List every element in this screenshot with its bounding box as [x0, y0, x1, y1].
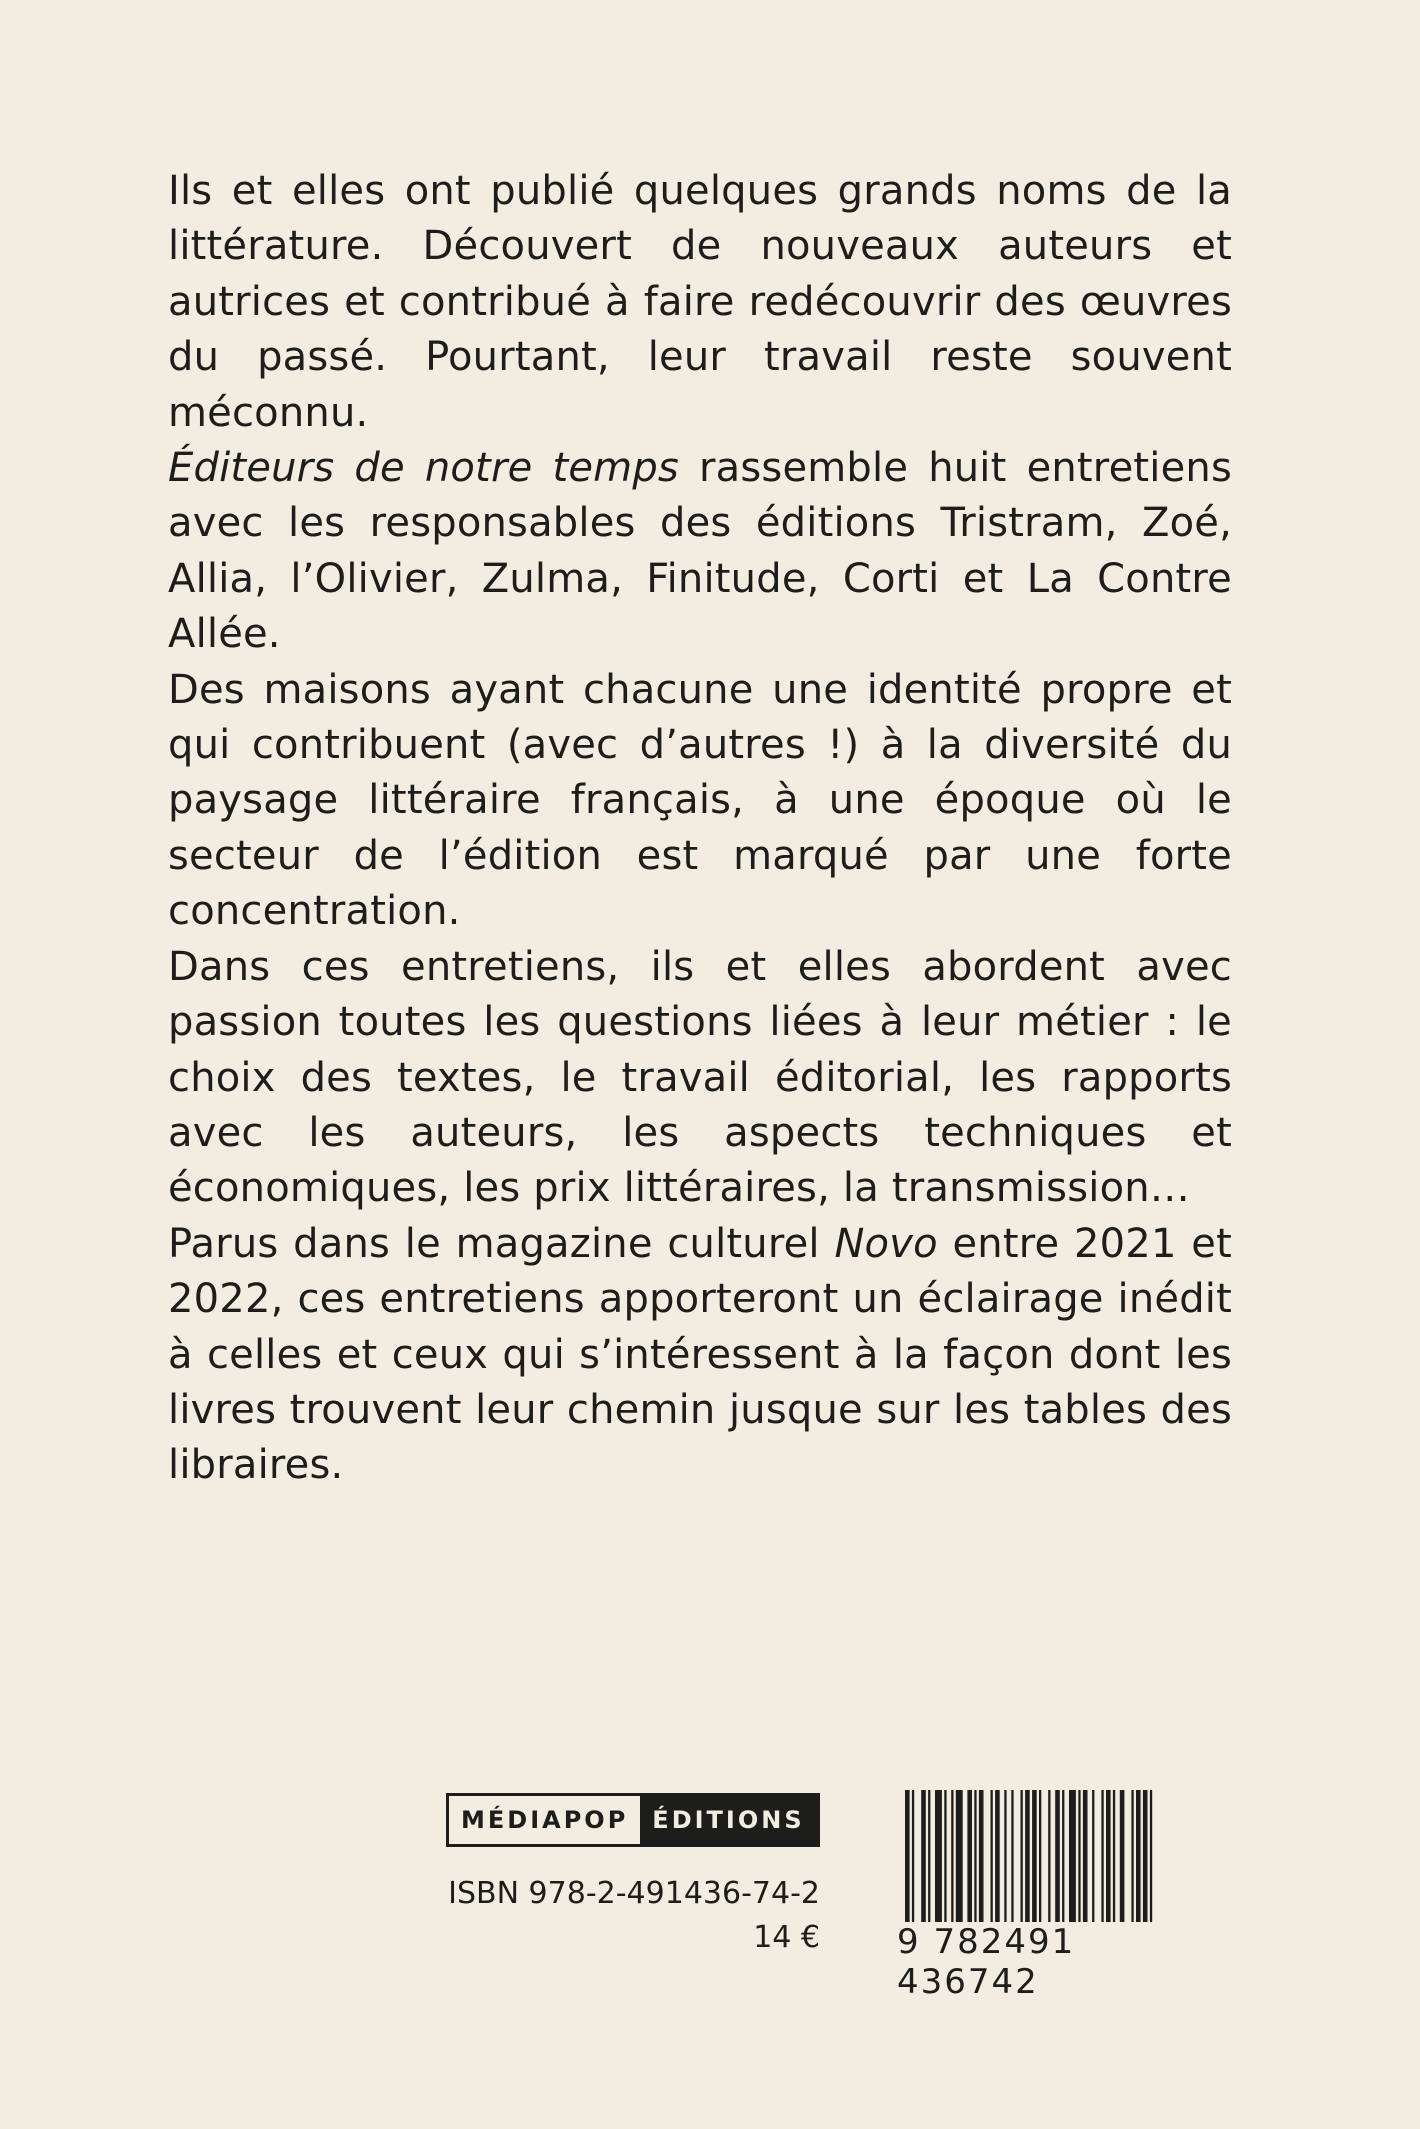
barcode-bar — [1120, 1790, 1125, 1940]
barcode-bar — [1136, 1790, 1141, 1940]
barcode-bar — [967, 1790, 972, 1940]
barcode-bar — [912, 1790, 914, 1940]
blurb-paragraph-5-start: Parus dans le magazine culturel — [168, 1220, 835, 1267]
barcode-bar — [1032, 1790, 1037, 1940]
isbn-number: ISBN 978-2-491436-74-2 — [448, 1876, 820, 1911]
blurb-paragraph-5 — [168, 1217, 1232, 1494]
barcode-bar — [1025, 1790, 1030, 1940]
blurb-paragraph-2-rest: rassemble huit entretiens avec les responsables des éditions Tristram, Zoé, Allia, l’Olivier, Zulma, Finitude, Corti et La Contre Allée. — [168, 445, 1232, 658]
book-title: Éditeurs de notre temps — [168, 445, 679, 492]
magazine-name: Novo — [834, 1220, 938, 1267]
barcode-bar — [1055, 1790, 1060, 1940]
barcode-digits: 9 782491 436742 — [895, 1922, 1222, 2002]
barcode-bar — [951, 1790, 953, 1940]
publisher-logo — [446, 1793, 820, 1847]
barcode-bar — [1048, 1790, 1050, 1940]
barcode — [895, 1790, 1220, 2002]
barcode-bar — [1039, 1790, 1041, 1940]
barcode-bar — [1150, 1790, 1152, 1940]
isbn-block — [448, 1872, 820, 1960]
barcode-bar — [921, 1790, 926, 1940]
blurb-paragraph-5-end: entre 2021 et 2022, ces entretiens apporteront un éclairage inédit à celles et ceux qui s’intéressent à la façon dont les livres trouvent leur chemin jusque sur les tables des libraires. — [168, 1220, 1232, 1489]
barcode-bar — [928, 1790, 930, 1940]
price: 14 € — [753, 1920, 820, 1955]
barcode-bar — [1101, 1790, 1103, 1940]
barcode-bar — [995, 1790, 1000, 1940]
barcode-bar — [1021, 1790, 1023, 1940]
barcode-bar — [1069, 1790, 1076, 1940]
publisher-logo-left: MÉDIAPOP — [449, 1796, 640, 1844]
blurb-paragraph-1: Ils et elles ont publié quelques grands noms de la littérature. Découvert de nouveaux auteurs et autrices et contribué à faire redécouvrir des œuvres du passé. Pourtant, leur travail reste souvent méconnu. — [168, 168, 1232, 436]
barcode-bar — [1062, 1790, 1064, 1940]
barcode-bar — [1011, 1790, 1013, 1940]
barcode-bar — [1143, 1790, 1148, 1940]
barcode-bar — [956, 1790, 963, 1940]
barcode-bar — [1078, 1790, 1080, 1940]
barcode-bar — [1004, 1790, 1006, 1940]
blurb-text — [168, 164, 1232, 1494]
publisher-logo-right: ÉDITIONS — [640, 1796, 816, 1844]
barcode-bar — [974, 1790, 976, 1940]
blurb-paragraph-4: Dans ces entretiens, ils et elles abordent avec passion toutes les questions liées à leur métier : le choix des textes, le travail éditorial, les rapports avec les auteurs, les aspects techniques et économiques, les prix littéraires, la transmission… — [168, 943, 1232, 1212]
barcode-bar — [1131, 1790, 1133, 1940]
barcode-bar — [944, 1790, 946, 1940]
barcode-bar — [1083, 1790, 1088, 1940]
barcode-bar — [979, 1790, 984, 1940]
blurb-paragraph-3: Des maisons ayant chacune une identité propre et qui contribuent (avec d’autres !) à la diversité du paysage littéraire français, à une époque où le secteur de l’édition est marqué par une forte concentration. — [168, 666, 1232, 935]
barcode-bar — [1092, 1790, 1094, 1940]
barcode-bar — [905, 1790, 910, 1940]
blurb-paragraph-2 — [168, 441, 1232, 663]
barcode-bar — [991, 1790, 993, 1940]
barcode-bar — [1106, 1790, 1111, 1940]
barcode-bar — [1113, 1790, 1115, 1940]
barcode-bar — [935, 1790, 942, 1940]
